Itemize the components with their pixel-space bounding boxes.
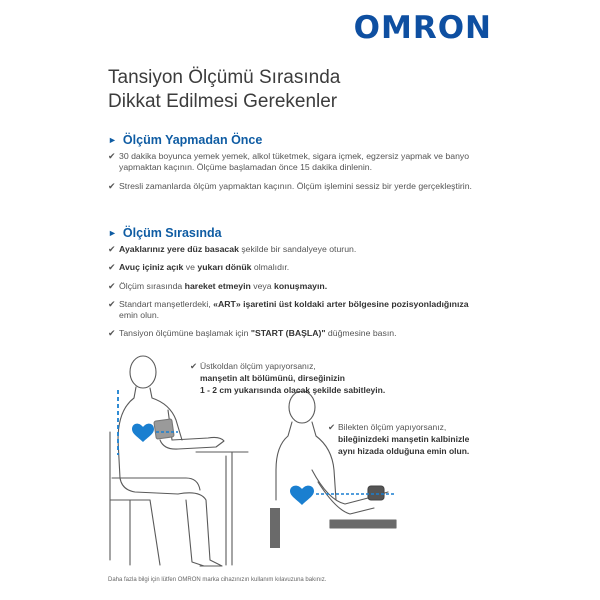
page-title: Tansiyon Ölçümü Sırasında Dikkat Edilmesi Gerekenler — [108, 67, 341, 112]
seated-person-head — [130, 356, 156, 388]
arrow-right-icon: ► — [108, 228, 117, 238]
arm-cuff — [154, 419, 174, 439]
heart-icon — [132, 424, 154, 442]
list-item: ✔ Ayaklarınız yere düz basacak şekilde bir sandalyeye oturun. — [108, 244, 357, 254]
section-heading: ► Ölçüm Sırasında — [108, 226, 222, 240]
chair-back — [270, 508, 280, 548]
list-item: ✔ Stresli zamanlarda ölçüm yapmaktan kaçının. Ölçüm işlemini sessiz bir yerde gerçekleştirin. — [108, 180, 472, 191]
check-icon: ✔ — [108, 280, 116, 291]
wrist-cuff — [368, 486, 384, 500]
check-icon: ✔ — [108, 151, 116, 161]
list-item: ✔ Tansiyon ölçümüne başlamak için "START (BAŞLA)" düğmesine basın. — [108, 328, 397, 339]
check-icon: ✔ — [108, 244, 116, 254]
check-icon: ✔ — [108, 180, 116, 191]
list-item: ✔ Avuç içiniz açık ve yukarı dönük olmalıdır. — [108, 262, 290, 273]
section-heading: ► Ölçüm Yapmadan Önce — [108, 133, 263, 147]
footer-note: Daha fazla bilgi için lütfen OMRON marka cihazınızın kullanım kılavuzuna bakınız. — [108, 577, 327, 583]
heart-icon — [290, 486, 314, 505]
callout-wrist: ✔ Bilekten ölçüm yapıyorsanız, bileğinizdeki manşetin kalbinizle aynı hizada olduğuna emin olun. — [328, 422, 470, 456]
list-item: ✔ Ölçüm sırasında hareket etmeyin veya konuşmayın. — [108, 280, 328, 291]
check-icon: ✔ — [190, 361, 198, 371]
check-icon: ✔ — [108, 298, 116, 309]
check-icon: ✔ — [108, 262, 116, 273]
wrist-table — [330, 520, 396, 528]
arrow-right-icon: ► — [108, 135, 117, 145]
list-item: ✔ 30 dakika boyunca yemek yemek, alkol tüketmek, sigara içmek, egzersiz yapmak ve banyo yapmaktan kaçının. Ölçüme başlamadan önce 15 dakika dinlenin. — [108, 151, 470, 173]
list-item: ✔ Standart manşetlerdeki, «ART» işaretini üst koldaki arter bölgesine pozisyonladığınıza emin olun. — [108, 298, 469, 321]
omron-logo: OMRON — [353, 10, 492, 46]
check-icon: ✔ — [328, 422, 336, 432]
callout-upper-arm: ✔ Üstkoldan ölçüm yapıyorsanız, manşetin alt bölümünü, dirseğinizin 1 - 2 cm yukarısında olacak şekilde sabitleyin. — [190, 361, 386, 395]
wrist-person-body — [276, 422, 292, 500]
check-icon: ✔ — [108, 328, 116, 339]
